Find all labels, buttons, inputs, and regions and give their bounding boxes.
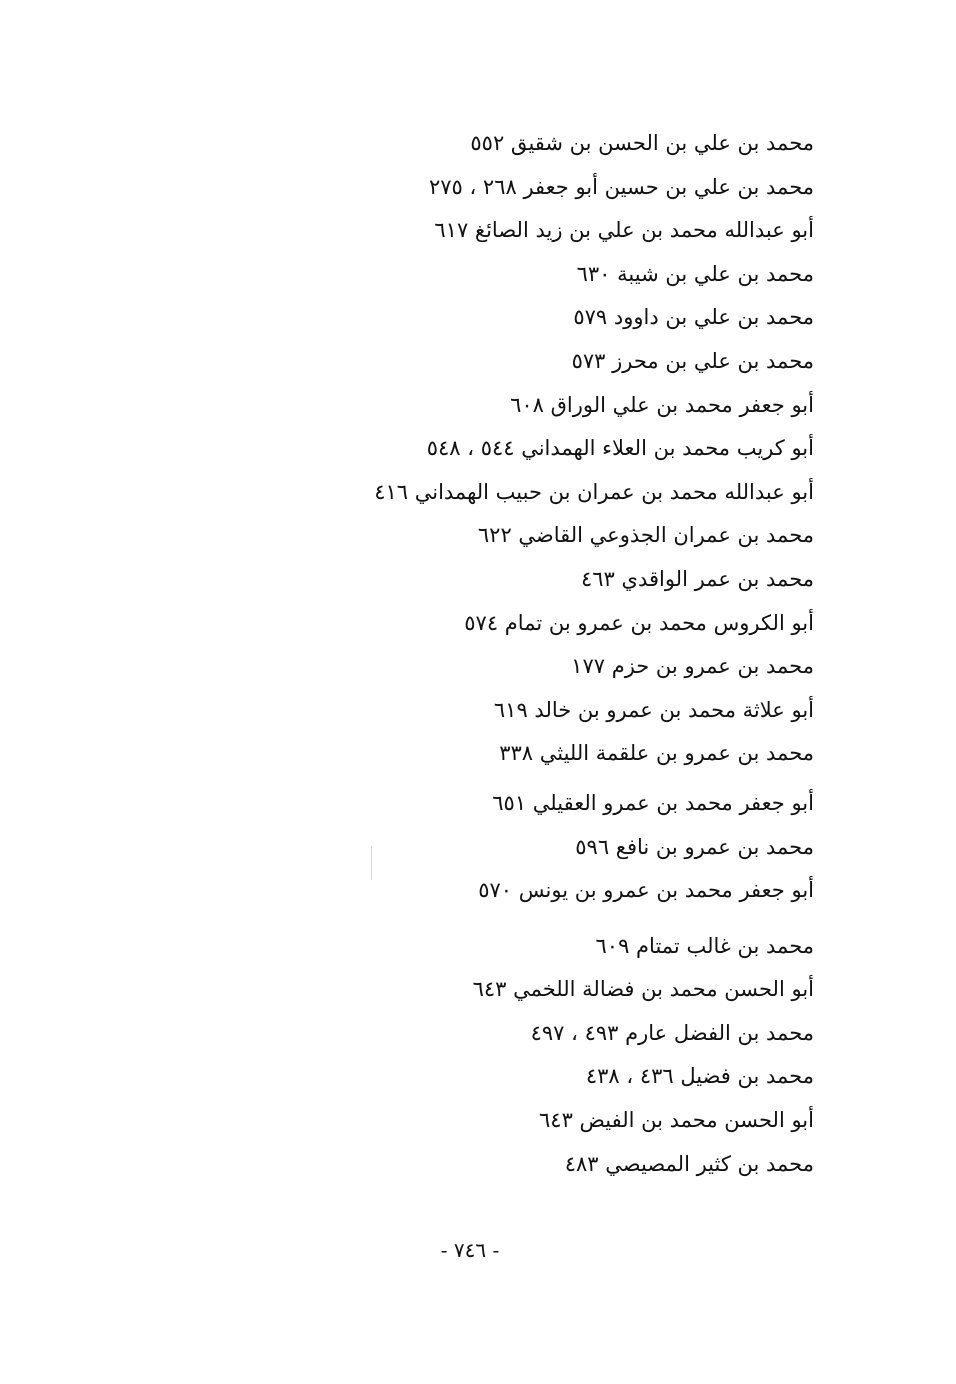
index-entry: محمد بن علي بن شيبة ٦٣٠ — [576, 261, 814, 286]
index-entry: محمد بن كثير المصيصي ٤٨٣ — [564, 1151, 814, 1176]
name-index-list — [294, 122, 814, 1186]
index-entry: أبو عبدالله محمد بن علي بن زيد الصائغ ٦١٧ — [434, 218, 814, 243]
index-entry: محمد بن عمرو بن نافع ٥٩٦ — [575, 834, 814, 859]
index-entry: محمد بن علي بن داوود ٥٧٩ — [573, 305, 814, 330]
index-entry: أبو جعفر محمد بن علي الوراق ٦٠٨ — [510, 392, 814, 417]
index-entry: أبو علاثة محمد بن عمرو بن خالد ٦١٩ — [493, 697, 814, 722]
index-entry: محمد بن علي بن حسين أبو جعفر ٢٦٨ ، ٢٧٥ — [428, 174, 814, 199]
index-entry: أبو الحسن محمد بن فضالة اللخمي ٦٤٣ — [472, 977, 814, 1002]
page-number: - ٧٤٦ - — [440, 1238, 500, 1262]
index-entry: أبو الكروس محمد بن عمرو بن تمام ٥٧٤ — [464, 610, 814, 635]
index-entry: محمد بن الفضل عارم ٤٩٣ ، ٤٩٧ — [530, 1020, 814, 1045]
index-entry: محمد بن عمران الجذوعي القاضي ٦٢٢ — [477, 523, 814, 548]
index-entry: أبو عبدالله محمد بن عمران بن حبيب الهمداني ٤١٦ — [374, 479, 814, 504]
index-entry: محمد بن عمرو بن علقمة الليثي ٣٣٨ — [499, 741, 814, 766]
index-entry: محمد بن عمرو بن حزم ١٧٧ — [571, 654, 814, 679]
index-entry: محمد بن غالب تمتام ٦٠٩ — [595, 933, 814, 958]
index-entry: أبو الحسن محمد بن الفيض ٦٤٣ — [539, 1108, 814, 1133]
index-entry: محمد بن عمر الواقدي ٤٦٣ — [580, 566, 814, 591]
index-entry: محمد بن علي بن محرز ٥٧٣ — [571, 348, 814, 373]
scan-mark — [371, 846, 372, 880]
index-entry: أبو جعفر محمد بن عمرو بن يونس ٥٧٠ — [478, 878, 814, 903]
index-entry: محمد بن علي بن الحسن بن شقيق ٥٥٢ — [470, 131, 814, 155]
index-entry: محمد بن فضيل ٤٣٦ ، ٤٣٨ — [585, 1064, 814, 1089]
index-entry: أبو جعفر محمد بن عمرو العقيلي ٦٥١ — [492, 790, 814, 815]
index-entry: أبو كريب محمد بن العلاء الهمداني ٥٤٤ ، ٥٤٨ — [426, 436, 814, 461]
